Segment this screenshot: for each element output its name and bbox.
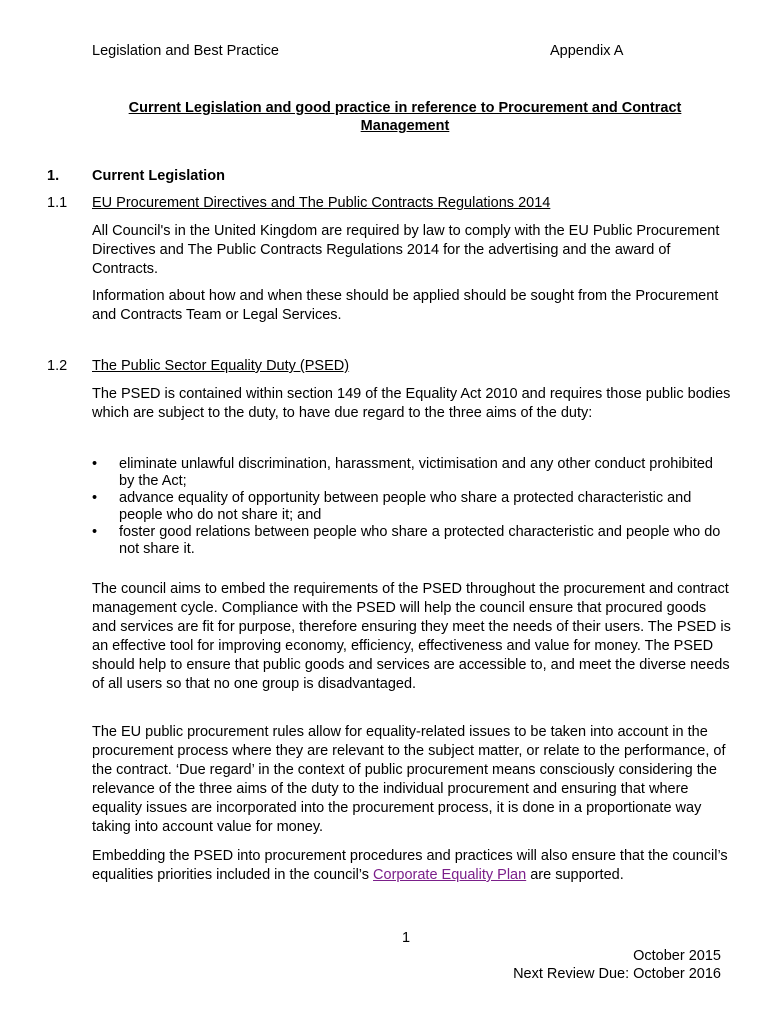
paragraph-eu-rules: The EU public procurement rules allow for equality-related issues to be taken into account in the procurement process where they are relevant to the subject matter, or relate to the performance, of the contract. ‘Due regard’ in the context of public procurement means consciously considering the relevance of the three aims of the duty to the individual procurement and ensuring that where equality issues are incorporated into the procurement process, it is done in a proportionate way taking into account value for money.: [92, 724, 726, 835]
page-number: 1: [402, 930, 411, 946]
subsection-number-1-2: 1.2: [47, 358, 68, 374]
subsection-heading-1-1: EU Procurement Directives and The Public Contracts Regulations 2014: [92, 195, 551, 211]
footer-date: October 2015: [633, 948, 721, 964]
subsection-number-1-1: 1.1: [47, 195, 68, 211]
paragraph-embedding: [92, 847, 732, 885]
document-title: Current Legislation and good practice in reference to Procurement and Contract Management: [128, 100, 682, 134]
paragraph-council-aims: The council aims to embed the requirements of the PSED throughout the procurement and contract management cycle. Compliance with the PSED will help the council ensure that procured goods and services are fit for purpose, therefore ensuring they meet the needs of their users. The PSED is an effective tool for improving economy, efficiency, effectiveness and value for money. The PSED should help to ensure that public goods and services are accessible to, and meet the diverse needs of all users so that no one group is disadvantaged.: [92, 581, 731, 692]
paragraph-guidance: Information about how and when these should be applied should be sought from the Procurement and Contracts Team or Legal Services.: [92, 288, 719, 323]
paragraph-psed-intro: The PSED is contained within section 149 of the Equality Act 2010 and requires those public bodies which are subject to the duty, to have due regard to the three aims of the duty:: [92, 386, 731, 421]
section-number: 1.: [47, 168, 60, 184]
embedding-text-before: Embedding the PSED into procurement procedures and practices will also ensure that the council’s equalities priorities included in the council’s: [92, 848, 728, 883]
bullet-icon: •: [92, 490, 98, 506]
list-item-text: eliminate unlawful discrimination, harassment, victimisation and any other conduct prohibited by the Act;: [119, 456, 713, 489]
list-item-text: foster good relations between people who share a protected characteristic and people who do not share it.: [119, 524, 721, 557]
aims-list: [92, 456, 722, 558]
bullet-icon: •: [92, 456, 98, 472]
list-item: [92, 456, 722, 489]
embedding-text-after: are supported.: [526, 867, 624, 883]
header-title: Legislation and Best Practice: [92, 43, 279, 59]
list-item-text: advance equality of opportunity between people who share a protected characteristic and people who do not share it; and: [119, 490, 692, 523]
list-item: [92, 524, 722, 557]
header-appendix: Appendix A: [550, 43, 624, 59]
corporate-equality-plan-link[interactable]: Corporate Equality Plan: [373, 867, 527, 883]
subsection-heading-1-2: The Public Sector Equality Duty (PSED): [92, 358, 350, 374]
list-item: [92, 490, 722, 523]
section-heading: Current Legislation: [92, 168, 225, 184]
footer-review-date: Next Review Due: October 2016: [513, 966, 721, 982]
paragraph-eu-compliance: All Council's in the United Kingdom are required by law to comply with the EU Public Procurement Directives and The Public Contracts Regulations 2014 for the advertising and the award of Contracts.: [92, 223, 720, 277]
bullet-icon: •: [92, 524, 98, 540]
